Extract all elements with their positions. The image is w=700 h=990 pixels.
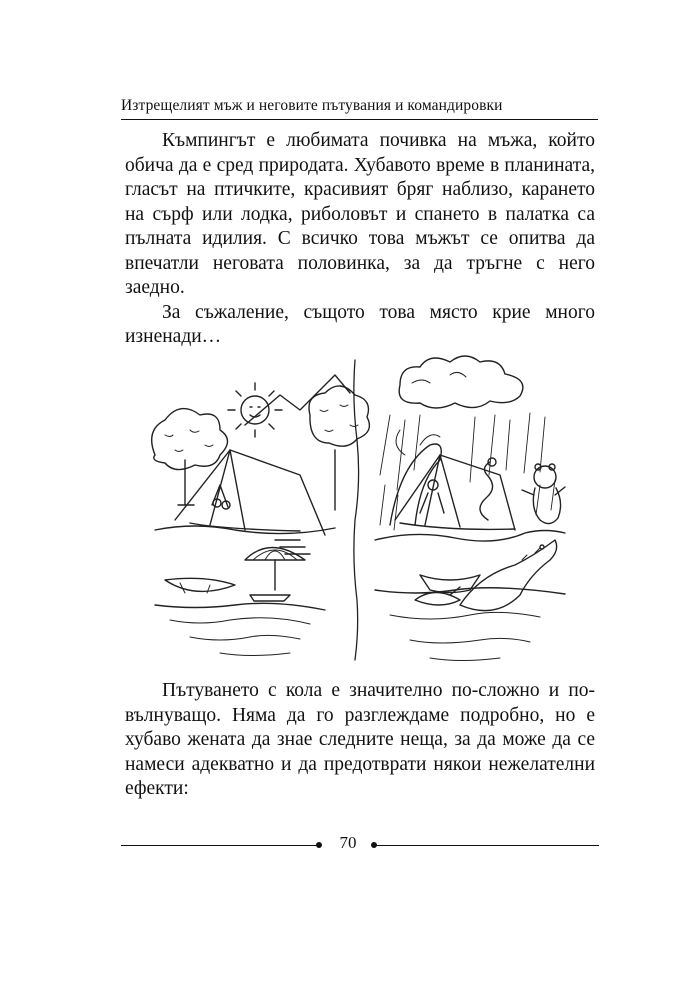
sun-icon xyxy=(228,383,282,437)
sunny-camp-panel xyxy=(152,375,370,656)
storm-cloud-icon xyxy=(399,356,523,408)
collapsed-tent-icon xyxy=(395,455,515,530)
tent-icon xyxy=(175,450,325,535)
page-number: 70 xyxy=(339,833,357,852)
footer-rule-left xyxy=(121,845,318,846)
paragraph-camping: Къмпингът е любимата почивка на мъжа, който обича да е сред природата. Хубавото време в планината, гласът на птичките, красивият бряг наблизо, карането на сърф или лодка, риболовът и спането в палатка са пълната идилия. С всичко това мъжът се опитва да впечатли неговата половинка, за да тръгне с него заедно. xyxy=(125,130,595,298)
text-block-top xyxy=(125,129,595,350)
crocodile-icon xyxy=(460,540,557,611)
rowboat-icon xyxy=(165,578,235,593)
bear-icon xyxy=(522,464,565,524)
footer-rule-right xyxy=(375,845,599,846)
snake-icon xyxy=(480,458,496,520)
paragraph-surprises: За съжаление, същото това място крие много изненади… xyxy=(125,301,595,347)
stormy-camp-panel xyxy=(375,356,565,661)
camping-illustration xyxy=(150,355,570,670)
paragraph-car-travel: Пътуването с кола е значително по-сложно и по-вълнуващо. Няма да го разглеждаме подробно, но е хубаво жената да знае следните неща, за да може да се намеси адекватно и да предотврати някои нежелателни ефекти: xyxy=(125,680,595,799)
text-block-bottom xyxy=(125,679,595,802)
header-rule xyxy=(121,119,598,120)
running-header: Изтрещелият мъж и неговите пътувания и командировки xyxy=(121,97,503,114)
beach-umbrella-icon xyxy=(245,548,305,602)
